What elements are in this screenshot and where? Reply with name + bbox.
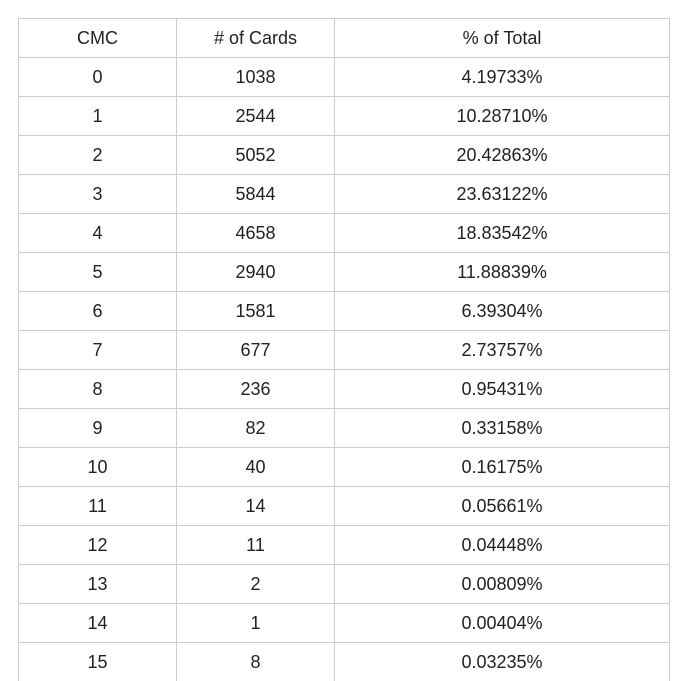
cell-cmc: 4 — [19, 214, 177, 253]
table-row — [19, 643, 670, 681]
cell-cmc: 12 — [19, 526, 177, 565]
cell-percent-total: 18.83542% — [335, 214, 670, 253]
cell-num-cards: 11 — [177, 526, 335, 565]
table-row — [19, 487, 670, 526]
cmc-distribution-table-container — [18, 18, 670, 681]
cell-num-cards: 2 — [177, 565, 335, 604]
cell-num-cards: 5052 — [177, 136, 335, 175]
cell-percent-total: 0.04448% — [335, 526, 670, 565]
table-row — [19, 331, 670, 370]
table-row — [19, 409, 670, 448]
cell-cmc: 6 — [19, 292, 177, 331]
cell-num-cards: 677 — [177, 331, 335, 370]
cell-cmc: 7 — [19, 331, 177, 370]
cell-cmc: 1 — [19, 97, 177, 136]
table-row — [19, 526, 670, 565]
cell-percent-total: 10.28710% — [335, 97, 670, 136]
cell-num-cards: 1581 — [177, 292, 335, 331]
cell-percent-total: 0.03235% — [335, 643, 670, 681]
header-cmc: CMC — [19, 19, 177, 58]
table-row — [19, 448, 670, 487]
table-row — [19, 370, 670, 409]
cell-percent-total: 0.95431% — [335, 370, 670, 409]
cell-cmc: 2 — [19, 136, 177, 175]
table-row — [19, 292, 670, 331]
cell-num-cards: 5844 — [177, 175, 335, 214]
table-row — [19, 136, 670, 175]
table-row — [19, 97, 670, 136]
header-num-cards: # of Cards — [177, 19, 335, 58]
cell-percent-total: 20.42863% — [335, 136, 670, 175]
cell-percent-total: 0.33158% — [335, 409, 670, 448]
cell-cmc: 14 — [19, 604, 177, 643]
header-row — [19, 19, 670, 58]
cell-cmc: 9 — [19, 409, 177, 448]
cell-num-cards: 1 — [177, 604, 335, 643]
table-row — [19, 565, 670, 604]
cell-num-cards: 40 — [177, 448, 335, 487]
cell-percent-total: 23.63122% — [335, 175, 670, 214]
cell-percent-total: 0.16175% — [335, 448, 670, 487]
cell-num-cards: 1038 — [177, 58, 335, 97]
cell-percent-total: 0.00809% — [335, 565, 670, 604]
table-row — [19, 253, 670, 292]
table-row — [19, 58, 670, 97]
cell-num-cards: 2940 — [177, 253, 335, 292]
header-percent-total: % of Total — [335, 19, 670, 58]
table-body — [19, 58, 670, 681]
cell-cmc: 13 — [19, 565, 177, 604]
table-row — [19, 604, 670, 643]
cmc-distribution-table — [18, 18, 670, 681]
cell-cmc: 11 — [19, 487, 177, 526]
cell-num-cards: 14 — [177, 487, 335, 526]
cell-num-cards: 82 — [177, 409, 335, 448]
cell-num-cards: 2544 — [177, 97, 335, 136]
cell-num-cards: 4658 — [177, 214, 335, 253]
table-row — [19, 214, 670, 253]
cell-percent-total: 0.05661% — [335, 487, 670, 526]
cell-cmc: 8 — [19, 370, 177, 409]
cell-cmc: 10 — [19, 448, 177, 487]
cell-cmc: 5 — [19, 253, 177, 292]
cell-percent-total: 2.73757% — [335, 331, 670, 370]
cell-percent-total: 11.88839% — [335, 253, 670, 292]
cell-num-cards: 8 — [177, 643, 335, 681]
cell-percent-total: 4.19733% — [335, 58, 670, 97]
cell-num-cards: 236 — [177, 370, 335, 409]
table-header — [19, 19, 670, 58]
cell-cmc: 3 — [19, 175, 177, 214]
cell-percent-total: 6.39304% — [335, 292, 670, 331]
cell-cmc: 15 — [19, 643, 177, 681]
table-row — [19, 175, 670, 214]
cell-cmc: 0 — [19, 58, 177, 97]
cell-percent-total: 0.00404% — [335, 604, 670, 643]
